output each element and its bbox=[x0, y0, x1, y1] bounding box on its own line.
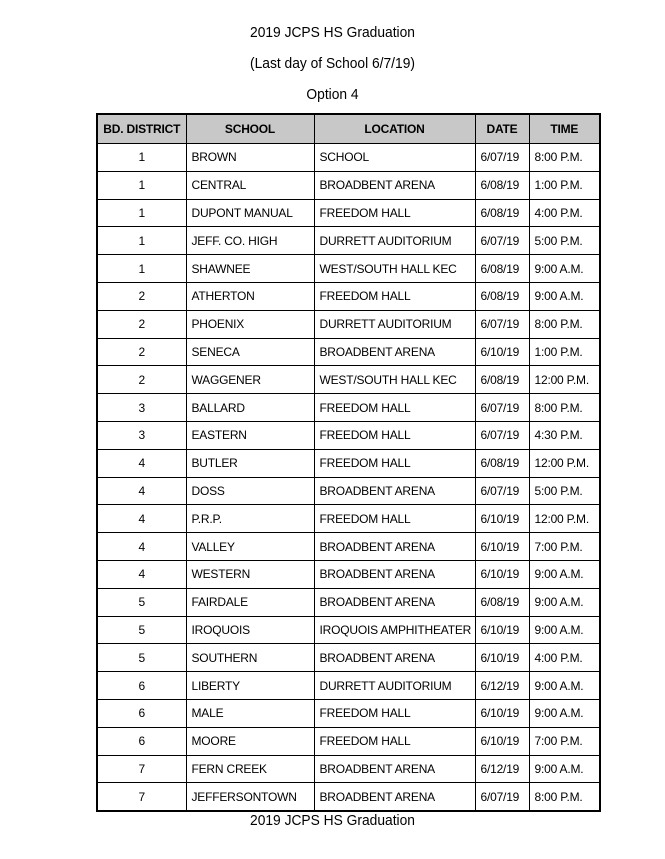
time-cell: 9:00 A.M. bbox=[529, 672, 600, 700]
graduation-schedule-table bbox=[96, 113, 601, 812]
table-row bbox=[97, 338, 600, 366]
district-cell: 2 bbox=[97, 310, 186, 338]
table-row bbox=[97, 672, 600, 700]
school-cell: ATHERTON bbox=[186, 282, 314, 310]
date-cell: 6/08/19 bbox=[475, 588, 529, 616]
column-header-district: BD. DISTRICT bbox=[97, 114, 186, 144]
table-row bbox=[97, 533, 600, 561]
school-cell: WESTERN bbox=[186, 560, 314, 588]
table-row bbox=[97, 449, 600, 477]
date-cell: 6/07/19 bbox=[475, 144, 529, 172]
date-cell: 6/07/19 bbox=[475, 421, 529, 449]
school-cell: PHOENIX bbox=[186, 310, 314, 338]
time-cell: 8:00 P.M. bbox=[529, 144, 600, 172]
table-row bbox=[97, 171, 600, 199]
school-cell: BALLARD bbox=[186, 394, 314, 422]
school-cell: FERN CREEK bbox=[186, 755, 314, 783]
school-cell: MALE bbox=[186, 699, 314, 727]
location-cell: BROADBENT ARENA bbox=[314, 560, 475, 588]
column-header-time: TIME bbox=[529, 114, 600, 144]
option-label: Option 4 bbox=[306, 86, 359, 103]
time-cell: 8:00 P.M. bbox=[529, 394, 600, 422]
location-cell: BROADBENT ARENA bbox=[314, 588, 475, 616]
location-cell: BROADBENT ARENA bbox=[314, 477, 475, 505]
table-row bbox=[97, 282, 600, 310]
date-cell: 6/12/19 bbox=[475, 755, 529, 783]
school-cell: DUPONT MANUAL bbox=[186, 199, 314, 227]
column-header-date: DATE bbox=[475, 114, 529, 144]
district-cell: 6 bbox=[97, 699, 186, 727]
date-cell: 6/07/19 bbox=[475, 310, 529, 338]
district-cell: 1 bbox=[97, 227, 186, 255]
location-cell: BROADBENT ARENA bbox=[314, 783, 475, 811]
location-cell: SCHOOL bbox=[314, 144, 475, 172]
time-cell: 4:30 P.M. bbox=[529, 421, 600, 449]
date-cell: 6/08/19 bbox=[475, 171, 529, 199]
table-row bbox=[97, 588, 600, 616]
table-row bbox=[97, 310, 600, 338]
date-cell: 6/10/19 bbox=[475, 644, 529, 672]
location-cell: WEST/SOUTH HALL KEC bbox=[314, 255, 475, 283]
district-cell: 1 bbox=[97, 255, 186, 283]
district-cell: 7 bbox=[97, 783, 186, 811]
district-cell: 5 bbox=[97, 616, 186, 644]
document-title: 2019 JCPS HS Graduation bbox=[250, 24, 415, 41]
district-cell: 3 bbox=[97, 421, 186, 449]
district-cell: 6 bbox=[97, 727, 186, 755]
school-cell: BROWN bbox=[186, 144, 314, 172]
location-cell: BROADBENT ARENA bbox=[314, 533, 475, 561]
district-cell: 4 bbox=[97, 477, 186, 505]
location-cell: DURRETT AUDITORIUM bbox=[314, 227, 475, 255]
table-row bbox=[97, 699, 600, 727]
time-cell: 9:00 A.M. bbox=[529, 588, 600, 616]
school-cell: FAIRDALE bbox=[186, 588, 314, 616]
date-cell: 6/10/19 bbox=[475, 338, 529, 366]
location-cell: FREEDOM HALL bbox=[314, 505, 475, 533]
table-row bbox=[97, 255, 600, 283]
time-cell: 7:00 P.M. bbox=[529, 533, 600, 561]
school-cell: BUTLER bbox=[186, 449, 314, 477]
time-cell: 4:00 P.M. bbox=[529, 644, 600, 672]
school-cell: P.R.P. bbox=[186, 505, 314, 533]
date-cell: 6/10/19 bbox=[475, 560, 529, 588]
location-cell: FREEDOM HALL bbox=[314, 421, 475, 449]
date-cell: 6/07/19 bbox=[475, 227, 529, 255]
table-row bbox=[97, 505, 600, 533]
time-cell: 12:00 P.M. bbox=[529, 366, 600, 394]
school-cell: SENECA bbox=[186, 338, 314, 366]
school-cell: SOUTHERN bbox=[186, 644, 314, 672]
district-cell: 2 bbox=[97, 338, 186, 366]
table-row bbox=[97, 560, 600, 588]
date-cell: 6/08/19 bbox=[475, 255, 529, 283]
time-cell: 8:00 P.M. bbox=[529, 310, 600, 338]
district-cell: 4 bbox=[97, 560, 186, 588]
location-cell: IROQUOIS AMPHITHEATER bbox=[314, 616, 475, 644]
time-cell: 9:00 A.M. bbox=[529, 255, 600, 283]
time-cell: 7:00 P.M. bbox=[529, 727, 600, 755]
location-cell: BROADBENT ARENA bbox=[314, 171, 475, 199]
date-cell: 6/10/19 bbox=[475, 727, 529, 755]
school-cell: LIBERTY bbox=[186, 672, 314, 700]
district-cell: 2 bbox=[97, 366, 186, 394]
table-row bbox=[97, 421, 600, 449]
date-cell: 6/07/19 bbox=[475, 394, 529, 422]
time-cell: 4:00 P.M. bbox=[529, 199, 600, 227]
district-cell: 2 bbox=[97, 282, 186, 310]
location-cell: FREEDOM HALL bbox=[314, 727, 475, 755]
time-cell: 9:00 A.M. bbox=[529, 699, 600, 727]
table-row bbox=[97, 755, 600, 783]
date-cell: 6/10/19 bbox=[475, 533, 529, 561]
time-cell: 8:00 P.M. bbox=[529, 783, 600, 811]
location-cell: BROADBENT ARENA bbox=[314, 644, 475, 672]
table-row bbox=[97, 144, 600, 172]
time-cell: 9:00 A.M. bbox=[529, 560, 600, 588]
location-cell: DURRETT AUDITORIUM bbox=[314, 310, 475, 338]
school-cell: CENTRAL bbox=[186, 171, 314, 199]
table-row bbox=[97, 783, 600, 811]
location-cell: BROADBENT ARENA bbox=[314, 338, 475, 366]
date-cell: 6/12/19 bbox=[475, 672, 529, 700]
location-cell: FREEDOM HALL bbox=[314, 282, 475, 310]
date-cell: 6/07/19 bbox=[475, 783, 529, 811]
date-cell: 6/08/19 bbox=[475, 282, 529, 310]
location-cell: DURRETT AUDITORIUM bbox=[314, 672, 475, 700]
table-row bbox=[97, 199, 600, 227]
district-cell: 4 bbox=[97, 449, 186, 477]
time-cell: 5:00 P.M. bbox=[529, 227, 600, 255]
table-row bbox=[97, 477, 600, 505]
date-cell: 6/08/19 bbox=[475, 199, 529, 227]
table-row bbox=[97, 227, 600, 255]
date-cell: 6/10/19 bbox=[475, 699, 529, 727]
district-cell: 7 bbox=[97, 755, 186, 783]
school-cell: VALLEY bbox=[186, 533, 314, 561]
location-cell: FREEDOM HALL bbox=[314, 699, 475, 727]
column-header-location: LOCATION bbox=[314, 114, 475, 144]
date-cell: 6/10/19 bbox=[475, 616, 529, 644]
date-cell: 6/10/19 bbox=[475, 505, 529, 533]
time-cell: 1:00 P.M. bbox=[529, 338, 600, 366]
district-cell: 1 bbox=[97, 144, 186, 172]
school-cell: SHAWNEE bbox=[186, 255, 314, 283]
school-cell: JEFF. CO. HIGH bbox=[186, 227, 314, 255]
school-cell: DOSS bbox=[186, 477, 314, 505]
district-cell: 4 bbox=[97, 505, 186, 533]
school-cell: IROQUOIS bbox=[186, 616, 314, 644]
date-cell: 6/08/19 bbox=[475, 366, 529, 394]
school-cell: JEFFERSONTOWN bbox=[186, 783, 314, 811]
table-row bbox=[97, 644, 600, 672]
document-subtitle: (Last day of School 6/7/19) bbox=[250, 55, 415, 72]
school-cell: MOORE bbox=[186, 727, 314, 755]
table-row bbox=[97, 366, 600, 394]
table-row bbox=[97, 727, 600, 755]
date-cell: 6/07/19 bbox=[475, 477, 529, 505]
time-cell: 12:00 P.M. bbox=[529, 505, 600, 533]
time-cell: 9:00 A.M. bbox=[529, 282, 600, 310]
location-cell: FREEDOM HALL bbox=[314, 449, 475, 477]
school-cell: EASTERN bbox=[186, 421, 314, 449]
page-footer: 2019 JCPS HS Graduation bbox=[250, 812, 415, 829]
column-header-school: SCHOOL bbox=[186, 114, 314, 144]
time-cell: 1:00 P.M. bbox=[529, 171, 600, 199]
location-cell: WEST/SOUTH HALL KEC bbox=[314, 366, 475, 394]
district-cell: 1 bbox=[97, 199, 186, 227]
district-cell: 5 bbox=[97, 588, 186, 616]
time-cell: 5:00 P.M. bbox=[529, 477, 600, 505]
table-row bbox=[97, 616, 600, 644]
time-cell: 9:00 A.M. bbox=[529, 616, 600, 644]
district-cell: 3 bbox=[97, 394, 186, 422]
district-cell: 6 bbox=[97, 672, 186, 700]
table-row bbox=[97, 394, 600, 422]
district-cell: 5 bbox=[97, 644, 186, 672]
district-cell: 1 bbox=[97, 171, 186, 199]
table-body bbox=[97, 144, 600, 812]
time-cell: 9:00 A.M. bbox=[529, 755, 600, 783]
location-cell: BROADBENT ARENA bbox=[314, 755, 475, 783]
location-cell: FREEDOM HALL bbox=[314, 199, 475, 227]
time-cell: 12:00 P.M. bbox=[529, 449, 600, 477]
location-cell: FREEDOM HALL bbox=[314, 394, 475, 422]
school-cell: WAGGENER bbox=[186, 366, 314, 394]
date-cell: 6/08/19 bbox=[475, 449, 529, 477]
district-cell: 4 bbox=[97, 533, 186, 561]
table-header-row bbox=[97, 114, 600, 144]
